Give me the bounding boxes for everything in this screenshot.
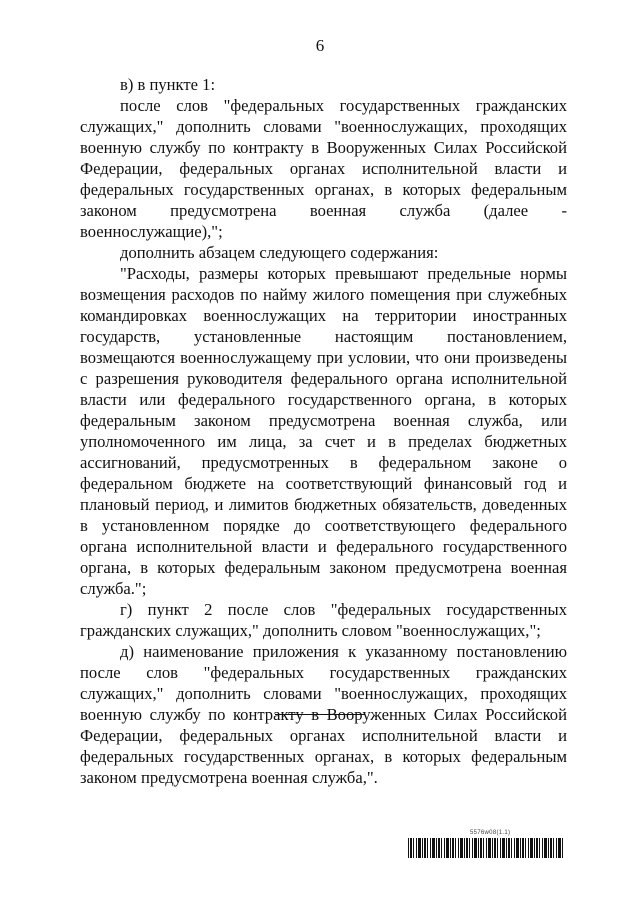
- document-body: [80, 74, 567, 788]
- paragraph-add-clause: дополнить абзацем следующего содержания:: [120, 243, 439, 262]
- barcode-code: 5576w08(1.1): [470, 830, 511, 836]
- paragraph-amendment-words: после слов "федеральных государственных гражданских служащих," дополнить словами "военнослужащих, проходящих военную службу по контракту в Вооруженных Силах Российской Федерации, федеральных органах исполнительной власти и федеральных государственных органах, в которых федеральным законом предусмотрена военная служба (далее - военнослужащие),";: [80, 96, 567, 241]
- barcode-image: [408, 838, 564, 858]
- paragraph-item-g: г) пункт 2 после слов "федеральных государственных гражданских служащих," дополнить словом "военнослужащих,";: [80, 600, 567, 640]
- paragraph-item-v: в) в пункте 1:: [120, 75, 216, 94]
- paragraph-item-d: д) наименование приложения к указанному постановлению после слов "федеральных государственных гражданских служащих," дополнить словами "военнослужащих, проходящих военную службу по контракту в Вооруженных Силах Российской Федерации, федеральных органах исполнительной власти и федеральных государственных органах, в которых федеральным законом предусмотрена военная служба,".: [80, 642, 567, 787]
- paragraph-expenses-clause: "Расходы, размеры которых превышают предельные нормы возмещения расходов по найму жилого помещения при служебных командировках военнослужащих на территории иностранных государств, установленные настоящим постановлением, возмещаются военнослужащему при условии, что они произведены с разрешения руководителя федерального органа исполнительной власти или федерального государственного органа, в которых федеральным законом предусмотрена военная служба, или уполномоченного им лица, за счет и в пределах бюджетных ассигнований, предусмотренных в федеральном законе о федеральном бюджете на соответствующий финансовый год и плановый период, и лимитов бюджетных обязательств, доведенных в установленном порядке до соответствующего федерального органа исполнительной власти и федерального государственного органа, в которых федеральным законом предусмотрена военная служба.";: [80, 264, 567, 598]
- end-separator-line: [275, 714, 365, 715]
- page-number: 6: [315, 36, 325, 55]
